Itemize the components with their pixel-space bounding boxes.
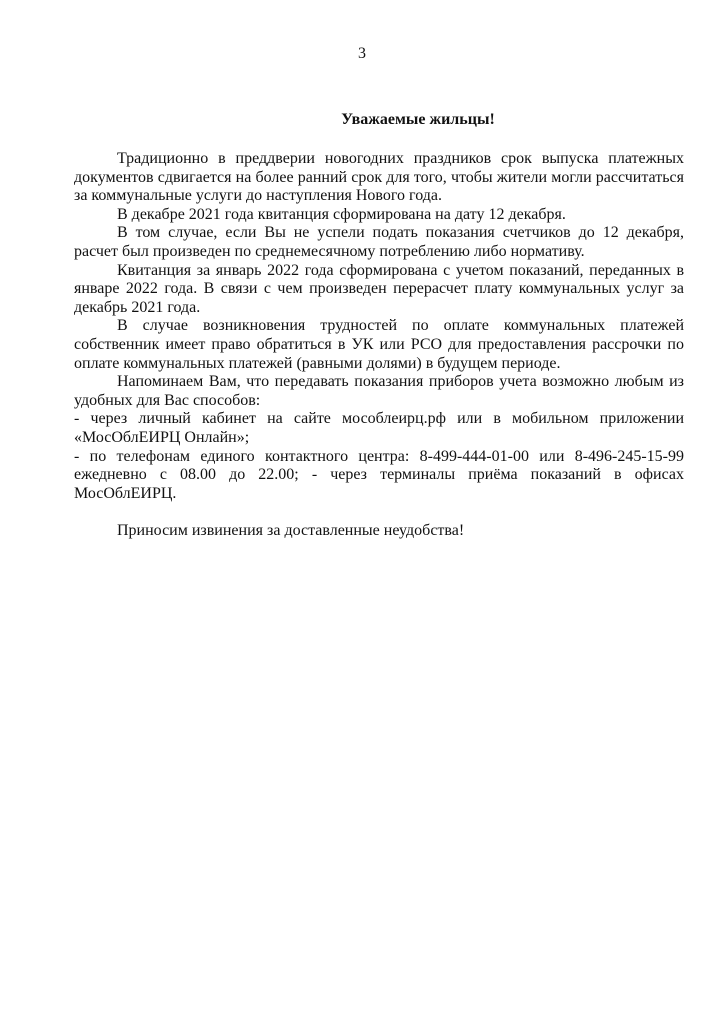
paragraph-option-phone: - по телефонам единого контактного центра: 8-499-444-01-00 или 8-496-245-15-99 ежедневно с 08.00 до 22.00; - через терминалы приёма показаний в офисах МосОблЕИРЦ. bbox=[74, 447, 684, 502]
paragraph-january-receipt: Квитанция за январь 2022 года сформирована с учетом показаний, переданных в январе 2022 года. В связи с чем произведен перерасчет плату коммунальных услуг за декабрь 2021 года. bbox=[74, 261, 684, 316]
paragraph-meter-readings: В том случае, если Вы не успели подать показания счетчиков до 12 декабря, расчет был произведен по среднемесячному потреблению либо нормативу. bbox=[74, 224, 684, 260]
paragraph-option-website: - через личный кабинет на сайте мособлеирц.рф или в мобильном приложении «МосОблЕИРЦ Онлайн»; bbox=[74, 410, 684, 446]
paragraph-intro: Традиционно в преддверии новогодних праздников срок выпуска платежных документов сдвигается на более ранний срок для того, чтобы жители могли рассчитаться за коммунальные услуги до наступления Нового года. bbox=[74, 150, 684, 205]
paragraph-reminder: Напоминаем Вам, что передавать показания приборов учета возможно любым из удобных для Вас способов: bbox=[74, 373, 684, 409]
paragraph-closing: Приносим извинения за доставленные неудобства! bbox=[117, 521, 465, 539]
page-number: 3 bbox=[358, 45, 366, 62]
document-body bbox=[74, 150, 684, 540]
paragraph-december-date: В декабре 2021 года квитанция сформирована на дату 12 декабря. bbox=[117, 205, 566, 223]
paragraph-installment: В случае возникновения трудностей по оплате коммунальных платежей собственник имеет право обратиться в УК или РСО для предоставления рассрочки по оплате коммунальных платежей (равными долями) в будущем периоде. bbox=[74, 317, 684, 372]
document-heading: Уважаемые жильцы! bbox=[341, 111, 495, 128]
